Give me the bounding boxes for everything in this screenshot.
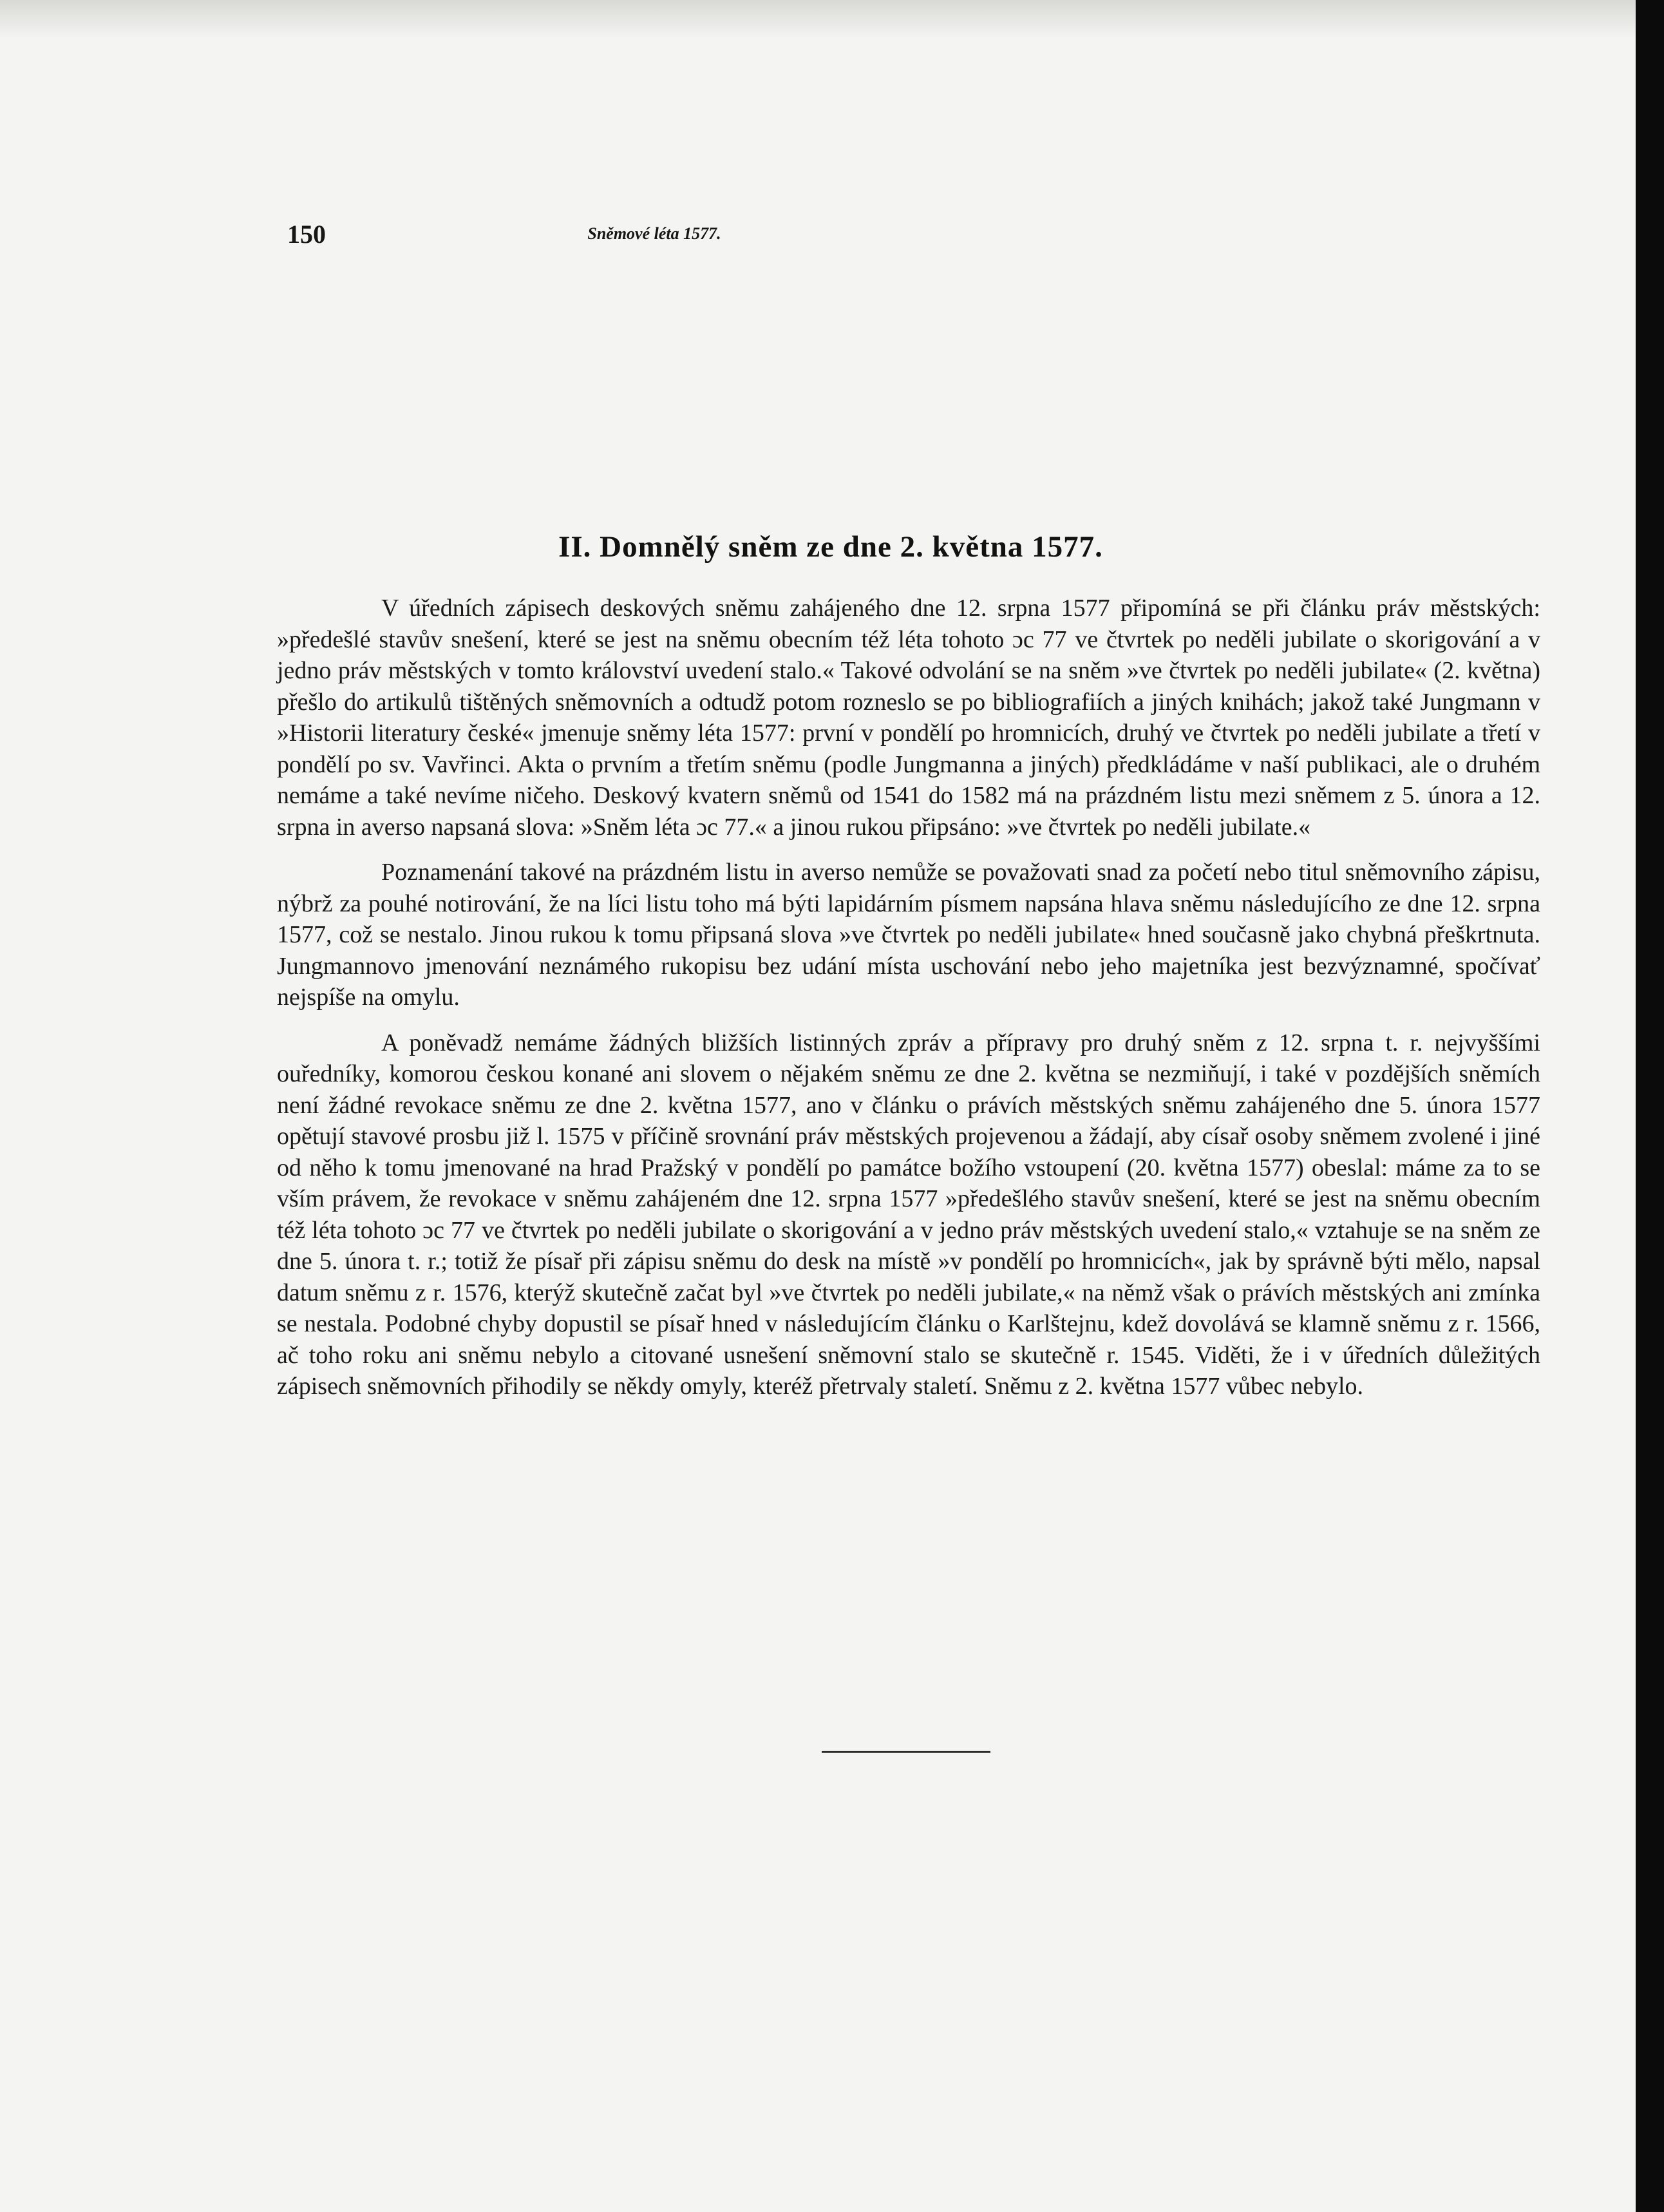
body-text <box>277 593 1540 1416</box>
paragraph-2: Poznamenání takové na prázdném listu in averso nemůže se považovati snad za počet͏í nebo titul sněmovního zápisu, nýbrž za pouhé notirování, že na líci listu toho má býti lapidárním písmem napsána hlava sněmu následujícího ze dne 12. srpna 1577, což se nestalo. Jinou rukou k tomu připsaná slova »ve čtvrtek po neděli jubilate« hned současně jako chybná přeškrtnuta. Jungmannovo jmenování neznámého rukopisu bez udání místa uschování nebo jeho majetníka jest bezvýznamné, spočívať nejspíše na omylu. <box>277 859 1540 1011</box>
scan-right-edge <box>1636 0 1664 2212</box>
end-rule <box>822 1751 990 1753</box>
paragraph-3: A poněvadž nemáme žádných bližších listinných zpráv a přípravy pro druhý sněm z 12. srpna t. r. nejvyššími ouředníky, komorou českou konané ani slovem o nějakém sněmu ze dne 2. května se nezmiňují, i také v pozdějších sněmích není žádné revokace sněmu ze dne 2. května 1577, ano v článku o právích městských sněmu zahájeného dne 5. února 1577 opětují stavové prosbu již l. 1575 v příčině srovnání práv městských projevenou a žádají, aby císař osoby sněmem zvolené i jiné od něho k tomu jmenované na hrad Pražský v pondělí po památce božího vstoupení (20. května 1577) obeslal: máme za to se vším právem, že revokace v sněmu zahájeném dne 12. srpna 1577 »předešlého stavův snešení, které se jest na sněmu obecním též léta tohoto ɔc 77 ve čtvrtek po neděli jubilate o skorigování a v jedno práv městských uvedení stalo,« vztahuje se na sněm ze dne 5. února t. r.; totiž že písař při zápisu sněmu do desk na místě »v pondělí po hromnicích«, jak by správně býti mělo, napsal datum sněmu z r. 1576, kterýž skutečně začat byl »ve čtvrtek po neděli jubilate,« na němž však o právích městských ani zmínka se nestala. Podobné chyby dopustil se písař hned v následujícím článku o Karlštejnu, kdež dovolává se klamně sněmu z r. 1566, ač toho roku ani sněmu nebylo a citované usnešení sněmovní stalo se skutečně r. 1545. Viděti, že i v úředních důležitých zápisech sněmovních přihodily se někdy omyly, kteréž přetrvaly staletí. Sněmu z 2. května 1577 vůbec nebylo. <box>277 1029 1540 1400</box>
page-header <box>287 219 1021 258</box>
paragraph-1: V úředních zápisech deskových sněmu zahájeného dne 12. srpna 1577 připomíná se při článku práv městských: »předešlé stavův snešení, které se jest na sněmu obecním též léta tohoto ɔc 77 ve čtvrtek po neděli jubilate o skorigování a v jedno práv městských v tomto království uvedení stalo.« Takové odvolání se na sněm »ve čtvrtek po neděli jubilate« (2. května) přešlo do artikulů tištěných sněmovních a odtudž potom rozneslo se po bibliografiích a jiných knihách; jakož také Jungmann v »Historii literatury české« jmenuje sněmy léta 1577: první v pondělí po hromnicích, druhý ve čtvrtek po neděli jubilate a třetí v pondělí po sv. Vavřinci. Akta o prvním a třetím sněmu (podle Jungmanna a jiných) předkládáme v naší publikaci, ale o druhém nemáme a také nevíme ničeho. Deskový kvatern sněmů od 1541 do 1582 má na prázdném listu mezi sněmem z 5. února a 12. srpna in averso napsaná slova: »Sněm léta ɔc 77.« a jinou rukou připsáno: »ve čtvrtek po neděli jubilate.« <box>277 595 1540 841</box>
page-number: 150 <box>287 220 326 249</box>
running-head: Sněmové léta 1577. <box>587 224 721 243</box>
section-title: II. Domnělý sněm ze dne 2. května 1577. <box>558 530 1103 564</box>
